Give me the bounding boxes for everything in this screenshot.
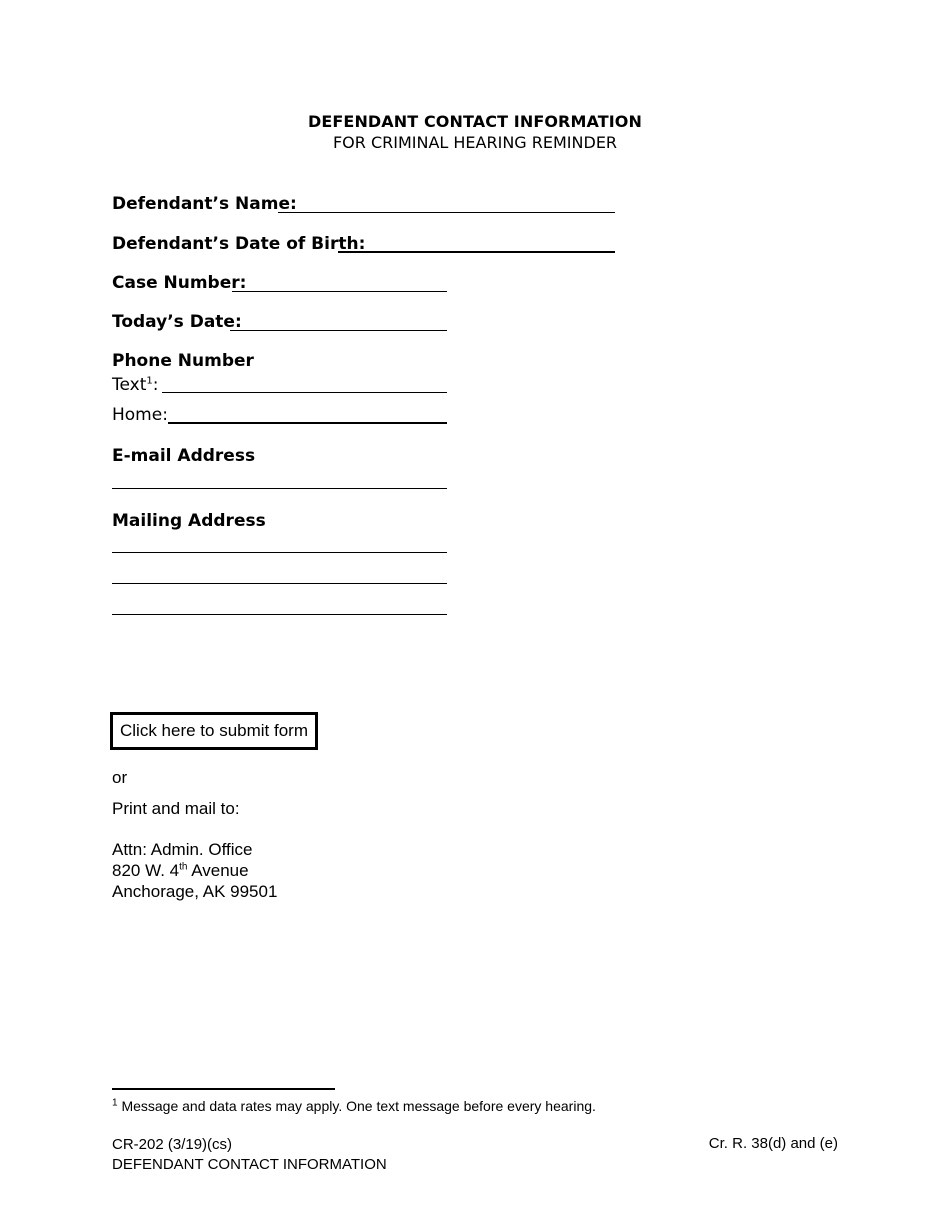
form-subtitle: FOR CRIMINAL HEARING REMINDER <box>332 133 618 152</box>
footnote-separator <box>112 1088 335 1090</box>
court-rule-reference: Cr. R. 38(d) and (e) <box>708 1135 838 1152</box>
home-phone-label: Home: <box>112 405 168 425</box>
text-phone-field[interactable] <box>162 392 447 393</box>
email-field[interactable] <box>112 488 447 489</box>
street-line <box>112 860 277 881</box>
todays-date-label: Today’s Date: <box>112 312 242 332</box>
footnote-text: Message and data rates may apply. One text message before every hearing. <box>117 1098 596 1114</box>
mailing-address-block <box>112 839 277 902</box>
form-code: CR-202 (3/19)(cs) <box>112 1136 233 1153</box>
footer-left <box>112 1135 387 1175</box>
submit-form-button[interactable]: Click here to submit form <box>110 712 318 750</box>
footer-form-title: DEFENDANT CONTACT INFORMATION <box>112 1156 387 1173</box>
text-phone-label-text: Text <box>112 375 147 395</box>
defendant-dob-label: Defendant’s Date of Birth: <box>112 234 366 254</box>
email-heading: E-mail Address <box>112 446 256 466</box>
footnote <box>112 1098 596 1114</box>
defendant-name-field[interactable] <box>278 212 615 213</box>
text-phone-label <box>112 375 159 395</box>
mailing-address-line-2[interactable] <box>112 583 447 584</box>
mailing-address-line-3[interactable] <box>112 614 447 615</box>
text-phone-label-colon: : <box>152 375 159 395</box>
print-and-mail-text: Print and mail to: <box>112 799 240 818</box>
footnote-reference: 1 <box>146 375 153 387</box>
footnote-marker: 1 <box>112 1097 118 1109</box>
todays-date-field[interactable] <box>230 330 447 331</box>
street-number: 820 W. 4 <box>112 861 180 880</box>
defendant-name-label: Defendant’s Name: <box>112 194 297 214</box>
case-number-label: Case Number: <box>112 273 247 293</box>
city-line: Anchorage, AK 99501 <box>112 882 278 901</box>
phone-number-heading: Phone Number <box>112 351 254 371</box>
street-ordinal: th <box>179 861 188 873</box>
mailing-address-heading: Mailing Address <box>112 511 266 531</box>
or-text: or <box>112 768 128 787</box>
attn-line: Attn: Admin. Office <box>112 840 253 859</box>
street-name: Avenue <box>187 861 249 880</box>
mailing-address-line-1[interactable] <box>112 552 447 553</box>
form-title: DEFENDANT CONTACT INFORMATION <box>307 112 643 131</box>
home-phone-field[interactable] <box>168 422 447 424</box>
case-number-field[interactable] <box>232 291 447 292</box>
defendant-dob-field[interactable] <box>338 251 615 253</box>
